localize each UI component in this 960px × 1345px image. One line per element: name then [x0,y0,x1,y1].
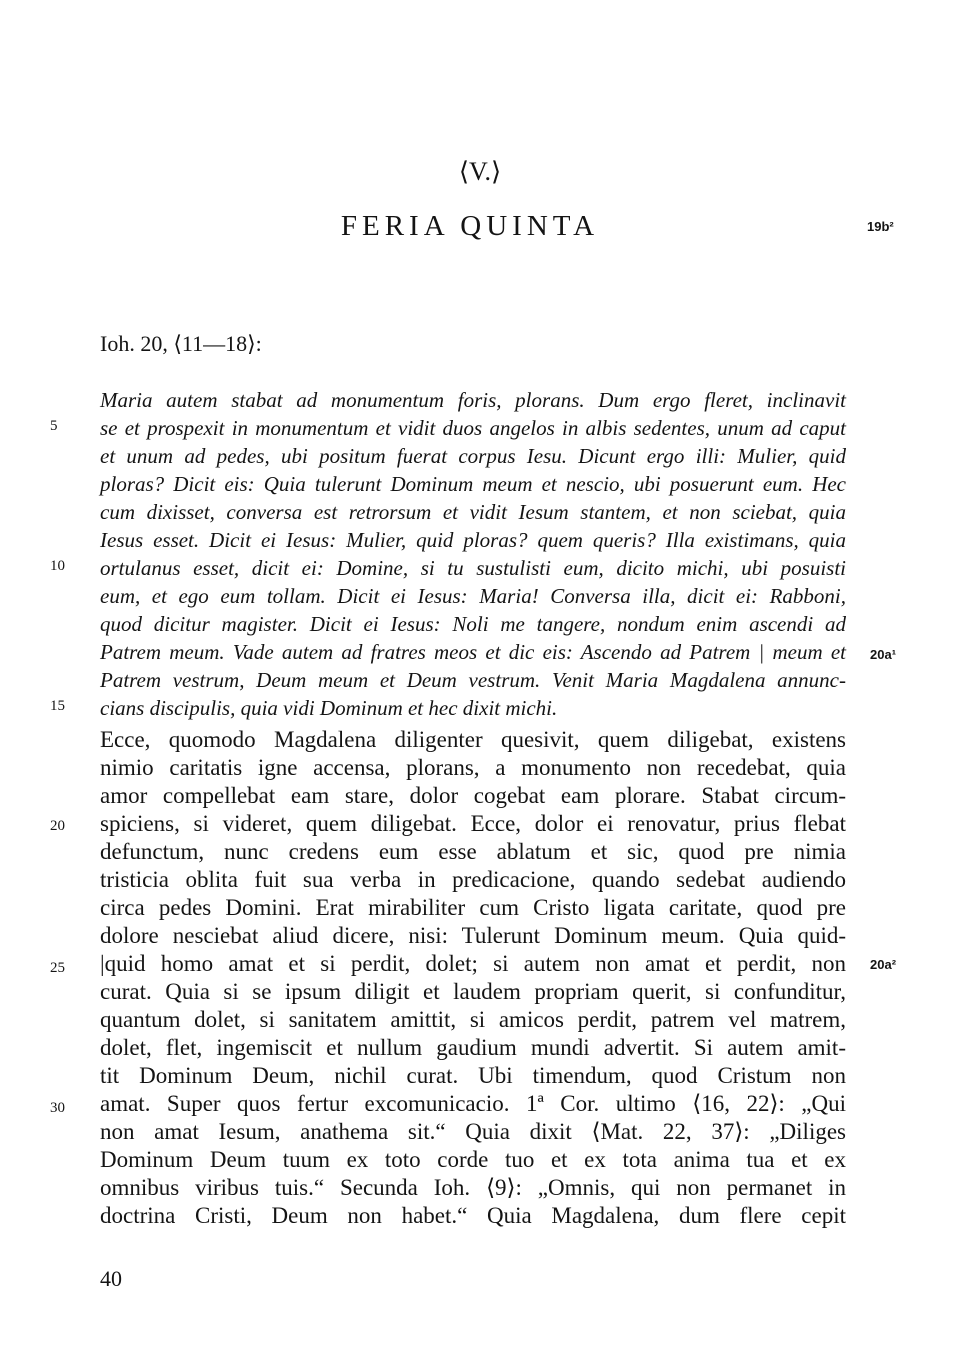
line-number: 30 [50,1100,65,1116]
body-line: circa pedes Domini. Erat mirabiliter cum Cristo ligata caritate, quod pre [100,895,846,920]
body-line: tristicia oblita fuit sua verba in predicacione, quando sedebat audiendo [100,867,846,892]
quote-line: et unum ad pedes, ubi positum fuerat corpus Iesu. Dicunt ergo illi: Mulier, quid [100,444,846,468]
body-line: Ecce, quomodo Magdalena diligenter quesivit, quem diligebat, existens [100,727,846,752]
line-number: 5 [50,418,58,434]
body-line: amat. Super quos fertur excomunicacio. 1ª Cor. ultimo ⟨16, 22⟩: „Qui [100,1091,846,1116]
page-number: 40 [100,1266,122,1291]
body-line: dolet, flet, ingemiscit et nullum gaudium mundi advertit. Si autem amit- [100,1035,846,1060]
line-number: 15 [50,698,65,714]
quote-line: se et prospexit in monumentum et vidit duos angelos in albis sedentes, unum ad caput [100,416,846,440]
body-line: amor compellebat eam stare, dolor cogebat eam plorare. Stabat circum- [100,783,846,808]
body-line: dolore nesciebat aliud dicere, nisi: Tulerunt Dominum meum. Quia quid- [100,923,846,948]
body-line: omnibus viribus tuis.“ Secunda Ioh. ⟨9⟩: „Omnis, qui non permanet in [100,1175,846,1200]
body-line: defunctum, nunc credens eum esse ablatum et sic, quod pre nimia [100,839,846,864]
quote-line: eum, et ego eum tollam. Dicit ei Iesus: Maria! Conversa illa, dicit ei: Rabboni, [100,584,846,608]
quote-line: cum dixisset, conversa est retrorsum et vidit Iesum stantem, et non sciebat, quia [100,500,846,524]
folio-marker-top: 19b² [867,219,894,234]
body-line: quantum dolet, si sanitatem amittit, si amicos perdit, patrem vel matrem, [100,1007,846,1032]
scripture-reference: Ioh. 20, ⟨11—18⟩: [100,331,262,356]
section-number: ⟨V.⟩ [458,157,502,186]
body-line: curat. Quia si se ipsum diligit et laudem propriam querit, si confunditur, [100,979,846,1004]
body-line: Dominum Deum tuum ex toto corde tuo et ex tota anima tua et ex [100,1147,846,1172]
body-line: spiciens, si videret, quem diligebat. Ecce, dolor ei renovatur, prius flebat [100,811,846,836]
line-number: 20 [50,818,65,834]
quote-line: Iesus esset. Dicit ei Iesus: Mulier, quid ploras? quem queris? Illa existimans, quia [100,528,846,552]
folio-marker: 20a² [870,957,897,972]
quote-line: ploras? Dicit eis: Quia tulerunt Dominum meum et nescio, ubi posuerunt eum. Hec [100,472,846,496]
quote-line: quod dicitur magister. Dicit ei Iesus: Noli me tangere, nondum enim ascendi ad [100,612,846,636]
quote-line: cians discipulis, quia vidi Dominum et hec dixit michi. [100,696,558,720]
quote-line: ortulanus esset, dicit ei: Domine, si tu sustulisti eum, dicito michi, ubi posuisti [100,556,846,580]
line-number: 10 [50,558,65,574]
body-line: |quid homo amat et si perdit, dolet; si autem non amat et perdit, non [100,951,846,976]
quote-line: Patrem meum. Vade autem ad fratres meos et dic eis: Ascendo ad Patrem | meum et [100,640,846,664]
body-line: tit Dominum Deum, nichil curat. Ubi timendum, quod Cristum non [100,1063,846,1088]
quote-line: Patrem vestrum, Deum meum et Deum vestrum. Venit Maria Magdalena annunc- [100,668,846,692]
body-line: nimio caritatis igne accensa, plorans, a monumento non recedebat, quia [100,755,846,780]
body-line: doctrina Cristi, Deum non habet.“ Quia Magdalena, dum flere cepit [100,1203,846,1228]
quote-line: Maria autem stabat ad monumentum foris, plorans. Dum ergo fleret, inclinavit [100,388,846,412]
folio-marker: 20a¹ [870,647,897,662]
page-title: FERIA QUINTA [340,210,600,242]
body-line: non amat Iesum, anathema sit.“ Quia dixit ⟨Mat. 22, 37⟩: „Diliges [100,1119,846,1144]
line-number: 25 [50,960,65,976]
